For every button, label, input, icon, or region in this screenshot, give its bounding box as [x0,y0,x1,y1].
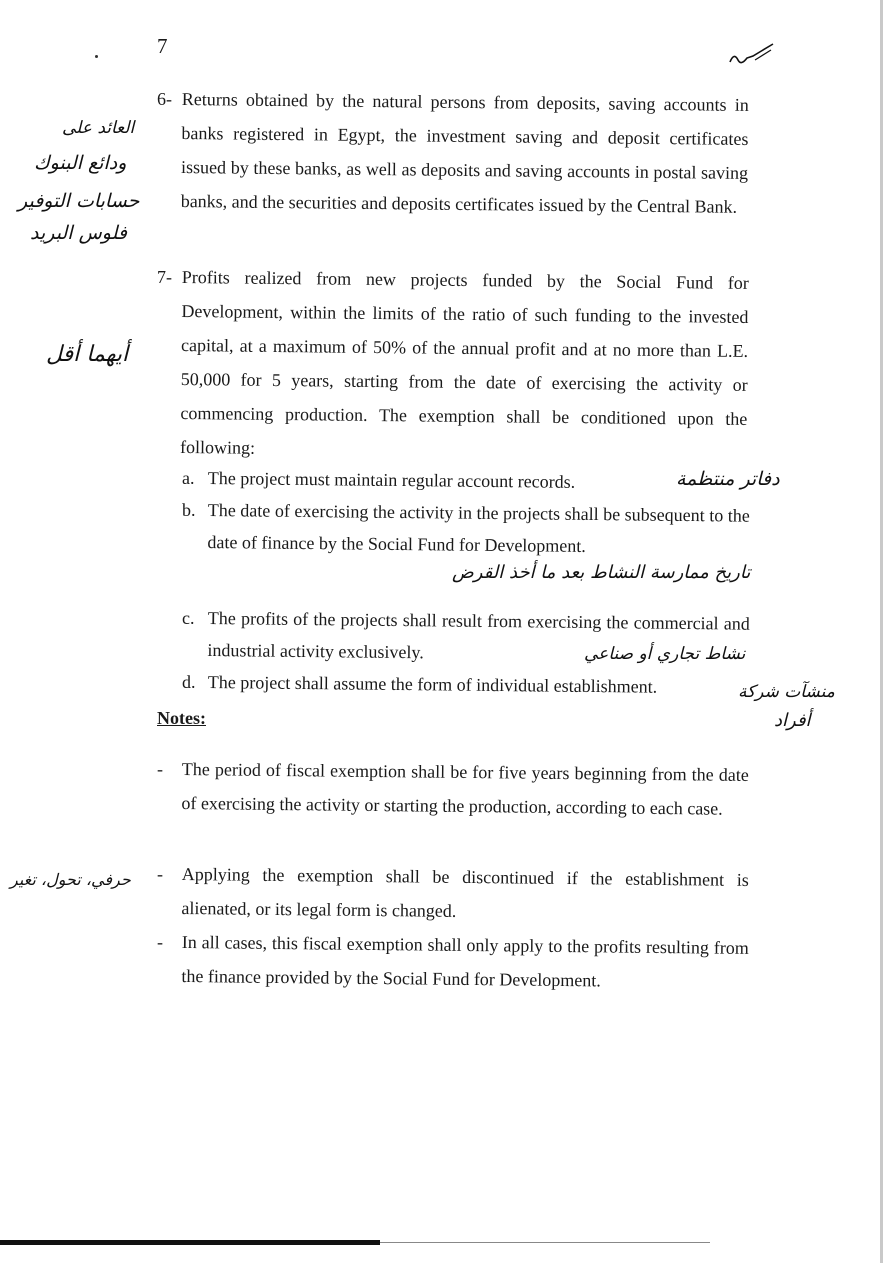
item-text: Profits realized from new projects funded by the Social Fund for Development, within the limits of the ratio of such funding to the invested capital, at a maximum of 50% of the annual profit and at no more than L.E. 50,000 for 5 years, starting from the date of exercising the activity or commencing production. The exemption shall be conditioned upon the following: [179,266,749,458]
item-7 [157,260,749,464]
scan-edge [880,0,883,1263]
note-text: The period of fiscal exemption shall be for five years beginning from the date of exercising the activity or starting the production, according to each case. [181,758,749,819]
item-6 [157,82,749,218]
note-text: Applying the exemption shall be discontinued if the establishment is alienated, or its legal form is changed. [181,863,749,921]
note-dash: - [157,932,163,952]
condition-letter: a. [182,468,195,488]
handwritten-note: حسابات التوفير [18,190,140,212]
note-3 [157,925,749,993]
handwritten-note: تاريخ ممارسة النشاط بعد ما أخذ القرض [452,562,751,583]
note-text: In all cases, this fiscal exemption shall only apply to the profits resulting from the finance provided by the Social Fund for Development. [181,931,749,991]
handwritten-note: دفاتر منتظمة [676,468,780,490]
condition-text: The project must maintain regular account records. [207,467,576,492]
page-number: 7 [157,34,168,58]
note-dash: - [157,864,163,884]
note-2 [157,857,749,925]
note-dash: - [157,759,163,779]
scan-dot [95,55,98,58]
handwritten-corner-mark [725,38,780,72]
condition-b [182,494,750,558]
scan-bottom-line [380,1242,710,1243]
condition-text: The date of exercising the activity in the projects shall be subsequent to the date of finance by the Social Fund for Development. [207,499,750,556]
handwritten-note: ودائع البنوك [34,152,127,174]
condition-d [182,666,750,698]
item-number: 7- [157,267,172,287]
condition-letter: c. [182,608,195,628]
condition-a [182,462,750,494]
condition-text: The project shall assume the form of individual establishment. [207,671,658,697]
handwritten-note: منشآت شركة [738,682,835,702]
handwritten-note: أيهما أقل [46,342,129,367]
notes-heading: Notes: [157,708,206,728]
handwritten-note: أفراد [774,710,811,731]
handwritten-note: حرفي، تحول، تغير [10,870,131,889]
item-number: 6- [157,89,172,109]
handwritten-note: نشاط تجاري أو صناعي [584,644,746,664]
handwritten-note: العائد على [62,118,135,138]
condition-letter: b. [182,500,196,520]
note-1 [157,752,749,820]
condition-text: The profits of the projects shall result from exercising the commercial and industrial activity exclusively. [207,607,750,663]
handwritten-note: فلوس البريد [30,222,127,244]
condition-letter: d. [182,672,196,692]
scan-bottom-bar [0,1240,380,1245]
item-text: Returns obtained by the natural persons from deposits, saving accounts in banks registered in Egypt, the investment saving and deposit certificates issued by these banks, as well as deposits and saving accounts in postal saving banks, and the securities and deposits certificates issued by the Central Bank. [180,88,749,217]
